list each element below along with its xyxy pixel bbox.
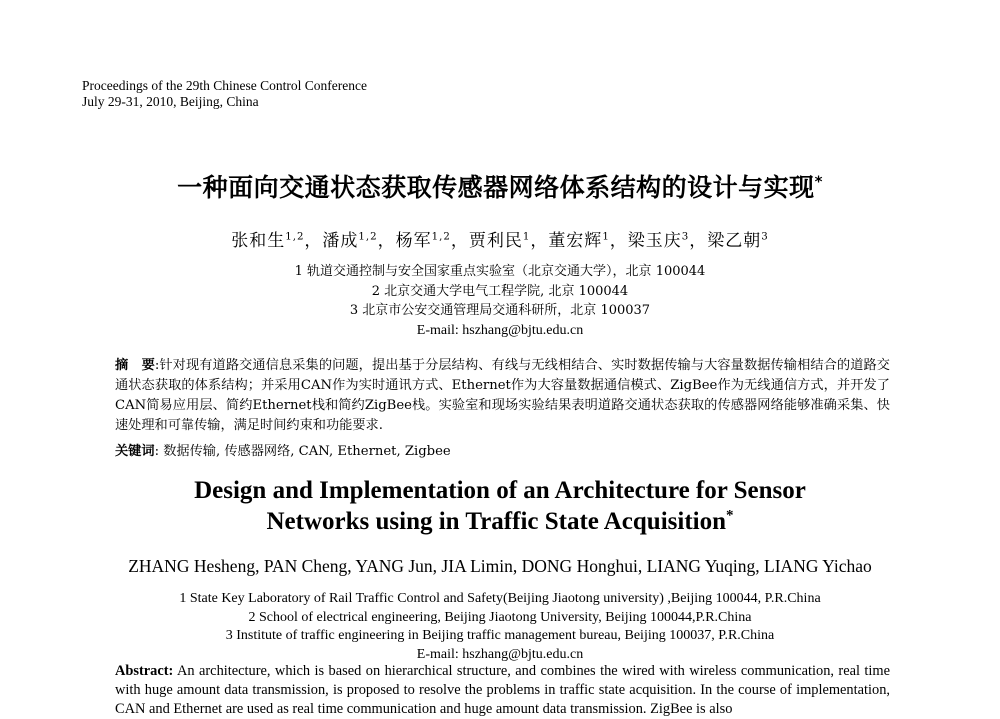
author-separator: ， xyxy=(530,231,549,251)
english-affiliation-1: 1 State Key Laboratory of Rail Traffic Control and Safety(Beijing Jiaotong university) ,Beijing 100044, P.R.China xyxy=(179,591,821,606)
author-name: 梁玉庆 xyxy=(627,231,682,251)
english-email: E-mail: hszhang@bjtu.edu.cn xyxy=(416,646,584,662)
english-title-line-1: Design and Implementation of an Architecture for Sensor xyxy=(194,477,806,504)
english-abstract-text: An architecture, which is based on hierarchical structure, and combines the wired with wireless communication, real time with huge amount data transmission, is proposed to resolve the problems in traffic state acquisition. In the course of implementation, CAN and Ethernet are used as real time communication and huge amount data transmission. ZigBee is also xyxy=(115,663,890,717)
english-title-line-2: Networks using in Traffic State Acquisition xyxy=(266,508,727,535)
chinese-affiliation-2: 2 北京交通大学电气工程学院, 北京 100044 xyxy=(371,283,629,299)
chinese-affiliation-3: 3 北京市公安交通管理局交通科研所，北京 100037 xyxy=(349,303,651,318)
author-affil: 3 xyxy=(761,231,769,243)
chinese-keywords-label: 关键词 xyxy=(115,444,155,459)
author-affil: 1 xyxy=(522,231,531,243)
author-name: 潘成 xyxy=(322,231,359,251)
chinese-keywords xyxy=(115,443,890,461)
chinese-authors xyxy=(0,226,1000,251)
proceedings-name: Proceedings of the 29th Chinese Control Conference xyxy=(82,78,367,93)
author-affil: 3 xyxy=(681,231,690,243)
chinese-affiliation-1: 1 轨道交通控制与安全国家重点实验室（北京交通大学），北京 100044 xyxy=(294,264,706,279)
author-separator: ， xyxy=(304,231,323,251)
chinese-abstract-label: 摘 要 xyxy=(115,358,155,373)
author-name: 张和生 xyxy=(231,231,286,251)
english-affiliations xyxy=(0,590,1000,664)
author-name: 贾利民 xyxy=(468,231,523,251)
author-name: 梁乙朝 xyxy=(707,231,762,251)
author-name: 杨军 xyxy=(395,231,432,251)
proceedings-header xyxy=(82,78,367,110)
english-title-footnote-mark: * xyxy=(726,507,734,524)
author-separator: ， xyxy=(377,231,396,251)
author-affil: 1,2 xyxy=(431,231,451,243)
chinese-title-footnote-mark: * xyxy=(814,172,823,191)
author-name: 董宏辉 xyxy=(548,231,603,251)
chinese-title xyxy=(0,168,1000,204)
author-separator: ， xyxy=(450,231,469,251)
proceedings-date: July 29-31, 2010, Beijing, China xyxy=(82,94,259,109)
english-affiliation-3: 3 Institute of traffic engineering in Beijing traffic management bureau, Beijing 100037, P.R.China xyxy=(225,628,775,643)
author-affil: 1,2 xyxy=(358,231,378,243)
chinese-title-text: 一种面向交通状态获取传感器网络体系结构的设计与实现 xyxy=(177,173,815,202)
english-authors: ZHANG Hesheng, PAN Cheng, YANG Jun, JIA Limin, DONG Honghui, LIANG Yuqing, LIANG Yichao xyxy=(128,556,872,576)
english-title xyxy=(0,475,1000,537)
chinese-keywords-text: : 数据传输, 传感器网络, CAN, Ethernet, Zigbee xyxy=(154,444,451,459)
author-affil: 1,2 xyxy=(285,231,305,243)
english-title-line-2-wrap xyxy=(0,506,1000,537)
chinese-abstract xyxy=(115,356,890,436)
author-affil: 1 xyxy=(602,231,610,243)
english-abstract xyxy=(115,662,890,719)
english-abstract-label: Abstract: xyxy=(115,663,174,679)
chinese-abstract-text: :针对现有道路交通信息采集的问题，提出基于分层结构、有线与无线相结合、实时数据传输与大容量数据传输相结合的道路交通状态获取的体系结构；并采用CAN作为实时通讯方式、Ethernet作为大容量数据通信模式、ZigBee作为无线通信方式，并开发了CAN简易应用层、简约Ethernet栈和简约ZigBee栈。实验室和现场实验结果表明道路交通状态获取的传感器网络能够准确采集、快速处理和可靠传输，满足时间约束和功能要求. xyxy=(115,358,890,433)
author-separator: ， xyxy=(609,231,628,251)
english-affiliation-2: 2 School of electrical engineering, Beijing Jiaotong University, Beijing 100044,P.R.China xyxy=(248,609,752,625)
chinese-email: E-mail: hszhang@bjtu.edu.cn xyxy=(416,322,584,338)
chinese-affiliations xyxy=(0,262,1000,340)
author-separator: ， xyxy=(689,231,708,251)
